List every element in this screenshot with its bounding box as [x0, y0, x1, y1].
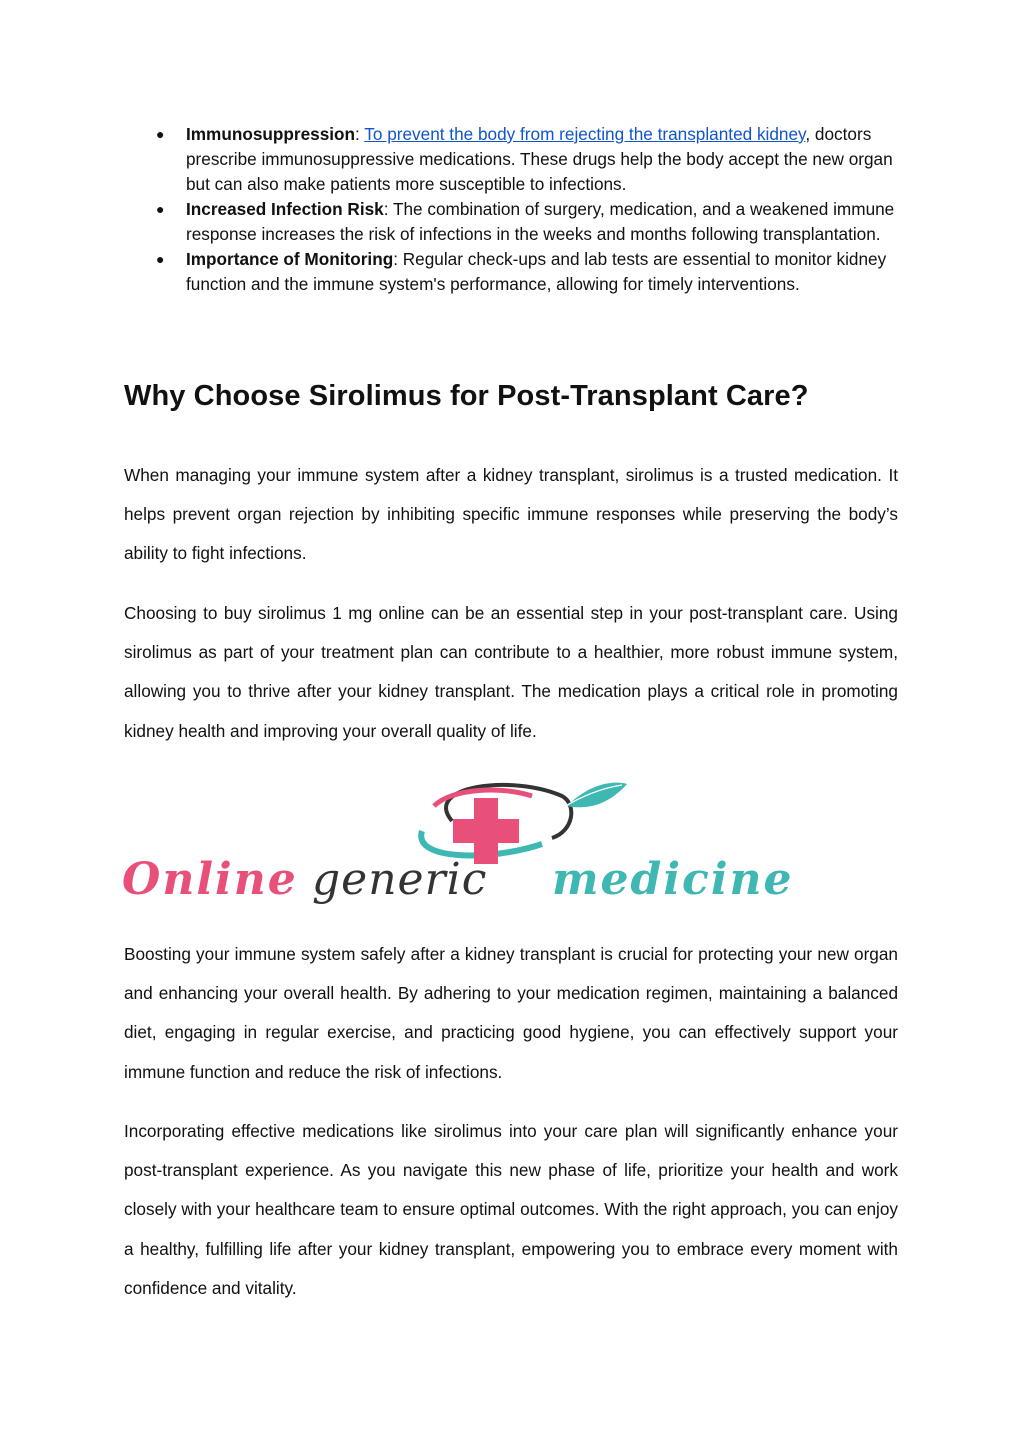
- bullet-list: [124, 122, 904, 297]
- bullet-dot: ●: [156, 251, 165, 267]
- bullet-text: The combination of surgery, medication, and a weakened immune response increases the risk of infections in the weeks and months following transplantation.: [186, 199, 895, 244]
- section-heading: Why Choose Sirolimus for Post-Transplant Care?: [124, 380, 809, 412]
- bullet-title: Immunosuppression: [186, 124, 356, 144]
- bullet-title: Increased Infection Risk: [186, 199, 384, 219]
- bullet-separator: :: [383, 199, 393, 219]
- logo-text-online: Online: [122, 854, 298, 905]
- bullet-text: Regular check-ups and lab tests are essential to monitor kidney function and the immune system's performance, allowing for timely interventions.: [186, 249, 887, 294]
- bullet-separator: :: [393, 249, 403, 269]
- list-item: [124, 247, 904, 297]
- list-item: [124, 122, 904, 197]
- rejection-link[interactable]: To prevent the body from rejecting the transplanted kidney: [364, 124, 806, 144]
- bullet-separator: :: [355, 124, 365, 144]
- logo-text-medicine: medicine: [552, 854, 794, 905]
- cross-horizontal: [453, 819, 519, 843]
- paragraph: When managing your immune system after a kidney transplant, sirolimus is a trusted medication. It helps prevent organ rejection by inhibiting specific immune responses while preserving the body’s ability to fight infections.: [124, 465, 898, 564]
- bullet-title: Importance of Monitoring: [186, 249, 394, 269]
- bullet-dot: ●: [156, 201, 165, 217]
- paragraph: Choosing to buy sirolimus 1 mg online can be an essential step in your post-transplant care. Using sirolimus as part of your treatment plan can contribute to a healthier, more robust immune system, allowing you to thrive after your kidney transplant. The medication plays a critical role in promoting kidney health and improving your overall quality of life.: [124, 603, 898, 741]
- paragraph: Boosting your immune system safely after a kidney transplant is crucial for protecting your new organ and enhancing your overall health. By adhering to your medication regimen, maintaining a balanced diet, engaging in regular exercise, and practicing good hygiene, you can effectively support your immune function and reduce the risk of infections.: [124, 944, 898, 1082]
- leaf-icon: [567, 783, 627, 808]
- list-item: [124, 197, 904, 247]
- bullet-dot: ●: [156, 126, 165, 142]
- paragraph: Incorporating effective medications like sirolimus into your care plan will significantly enhance your post-transplant experience. As you navigate this new phase of life, prioritize your health and work closely with your healthcare team to ensure optimal outcomes. With the right approach, you can enjoy a healthy, fulfilling life after your kidney transplant, empowering you to embrace every moment with confidence and vitality.: [124, 1121, 898, 1298]
- bullet-text: , doctors prescribe immunosuppressive medications. These drugs help the body accept the new organ but can also make patients more susceptible to infections.: [186, 124, 893, 194]
- online-generic-medicine-logo: [122, 776, 892, 916]
- logo-text-generic: generic: [312, 854, 488, 905]
